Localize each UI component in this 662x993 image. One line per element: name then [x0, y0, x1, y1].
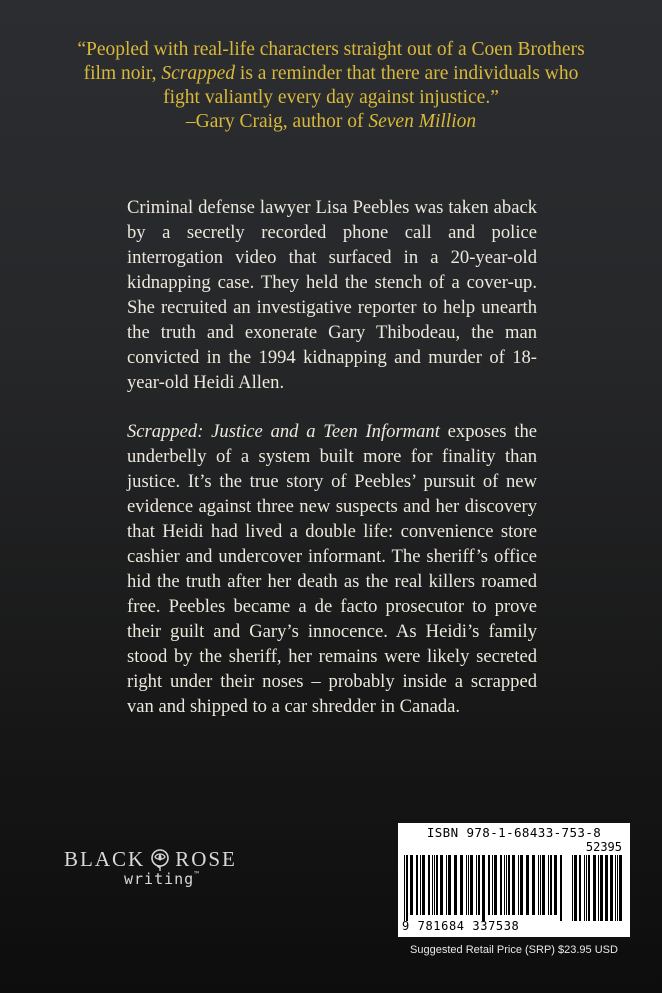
barcode-bar: [428, 855, 430, 915]
barcode-bar: [410, 855, 413, 915]
quote-book-title: Scrapped: [161, 63, 236, 84]
isbn-barcode: [398, 823, 630, 937]
quote-line-3: fight valiantly every day against injustice.”: [163, 87, 499, 108]
barcode-addon-bar: [593, 855, 596, 921]
barcode-bar: [488, 855, 490, 915]
barcode-bar: [478, 855, 480, 915]
endorsement-quote: [40, 38, 622, 134]
description-paragraph-2: [127, 419, 537, 719]
barcode-addon-bar: [600, 855, 603, 921]
barcode-bar: [448, 855, 451, 915]
book-description: [127, 195, 537, 719]
barcode-addon-bar: [615, 855, 616, 921]
barcode-bar: [422, 855, 425, 915]
barcode-bar: [542, 855, 545, 915]
barcode-addon-bar: [605, 855, 608, 921]
barcode-bar: [518, 855, 519, 915]
barcode-bar: [494, 855, 497, 915]
barcode-bar: [554, 855, 557, 915]
barcode-addon-bar: [584, 855, 585, 921]
barcode-bar: [506, 855, 507, 915]
barcode-bar: [434, 855, 435, 915]
barcode-bar: [460, 855, 463, 915]
publisher-word-black: BLACK: [64, 847, 146, 871]
barcode-bar: [532, 855, 535, 915]
ean-digits: 9 781684 337538: [402, 919, 520, 933]
barcode-bar: [512, 855, 515, 915]
publisher-word-writing: writing: [124, 870, 195, 888]
barcode-bar: [416, 855, 418, 915]
publisher-word-rose: ROSE: [175, 847, 237, 871]
description-paragraph-1: Criminal defense lawyer Lisa Peebles was taken aback by a secretly recorded phone call and police interrogation video that surfaced in a 20-year-old kidnapping case. They held the stench of a cover-up. She recruited an investigative reporter to help unearth the truth and exonerate Gary Thibodeau, the man convicted in the 1994 kidnapping and murder of 18-year-old Heidi Allen.: [127, 197, 537, 393]
barcode-bar: [526, 855, 529, 915]
barcode-addon-bar: [619, 855, 622, 921]
barcode-bar: [440, 855, 443, 915]
barcode-icon: [404, 855, 626, 921]
quote-line-2-suffix: is a reminder that there are individuals who: [235, 63, 579, 84]
barcode-addon-bar: [588, 855, 590, 921]
barcode-bar: [550, 855, 552, 915]
rose-icon: [148, 848, 172, 872]
barcode-bar: [404, 855, 405, 921]
barcode-bar: [538, 855, 539, 915]
barcode-bar: [466, 855, 467, 915]
barcode-bar: [468, 855, 469, 915]
isbn-number: ISBN 978-1-68433-753-8: [426, 825, 602, 840]
barcode-addon-bar: [617, 855, 618, 921]
quote-line-1: “Peopled with real-life characters straight out of a Coen Brothers: [77, 39, 585, 60]
barcode-addon-bar: [574, 855, 577, 921]
barcode-bar: [432, 855, 433, 915]
suggested-retail-price: Suggested Retail Price (SRP) $23.95 USD: [410, 944, 618, 956]
barcode-bar: [436, 855, 438, 915]
barcode-bar: [492, 855, 493, 915]
description-paragraph-2-text: exposes the underbelly of a system built more for finality than justice. It’s the true story of Peebles’ pursuit of new evidence against three new suspects and her discovery that Heidi had lived a double life: convenience store cashier and undercover informant. The sheriff’s office hid the truth after her death as the real killers roamed free. Peebles became a de facto prosecutor to prove their guilt and Gary’s innocence. As Heidi’s family stood by the sheriff, her remains were likely secreted right under their noses – probably inside a scrapped van and shipped to a car shredder in Canada.: [127, 421, 537, 717]
barcode-bar: [454, 855, 457, 915]
barcode-addon-bar: [598, 855, 599, 921]
trademark-symbol: ™: [194, 870, 201, 879]
barcode-bar: [476, 855, 477, 915]
quote-attribution: [40, 110, 622, 134]
barcode-bar: [560, 855, 562, 921]
quote-line-2-prefix: film noir,: [83, 63, 162, 84]
barcode-bar: [508, 855, 510, 915]
barcode-bar: [446, 855, 447, 915]
publisher-logo: [64, 847, 244, 888]
attribution-prefix: –Gary Craig, author of: [185, 111, 369, 132]
barcode-bar: [504, 855, 505, 915]
description-book-title: Scrapped: Justice and a Teen Informant: [127, 421, 440, 442]
publisher-name: [64, 847, 244, 872]
barcode-bar: [470, 855, 473, 915]
barcode-bar: [540, 855, 541, 915]
publisher-tagline: [124, 870, 244, 888]
barcode-bar: [500, 855, 502, 915]
attribution-book-title: Seven Million: [368, 111, 477, 132]
barcode-addon-bar: [579, 855, 581, 921]
barcode-bar: [482, 855, 485, 921]
barcode-bar: [420, 855, 421, 915]
barcode-addon-bar: [572, 855, 573, 921]
barcode-bar: [406, 855, 408, 921]
barcode-addon-bar: [610, 855, 613, 921]
price-code: 52395: [585, 840, 622, 854]
barcode-bar: [520, 855, 523, 915]
barcode-addon-bar: [586, 855, 587, 921]
barcode-bar: [548, 855, 549, 915]
